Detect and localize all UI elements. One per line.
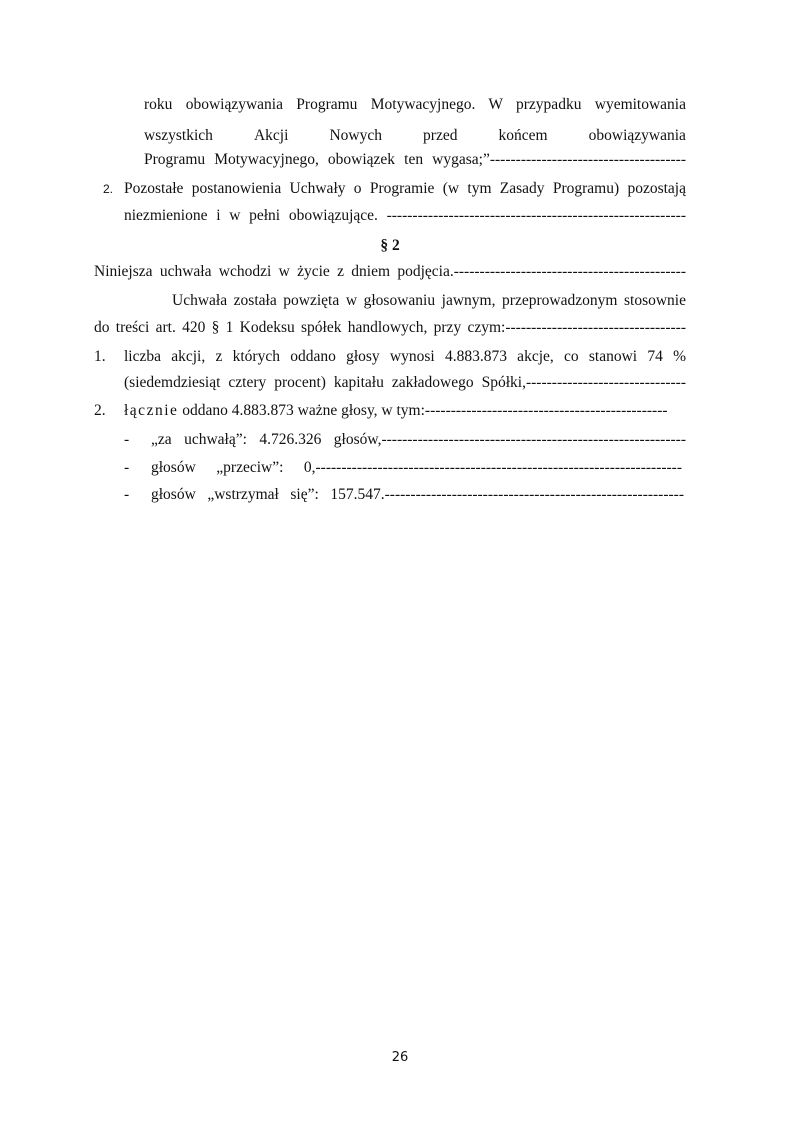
para1-line2-word: przed — [423, 127, 458, 144]
item2-number: 2. — [103, 182, 114, 196]
para1-line2-word: Nowych — [329, 127, 382, 144]
item2-line1: Pozostałe postanowienia Uchwały o Programie (w tym Zasady Programu) pozostają — [124, 180, 686, 197]
vote-intro-line1: Uchwała została powzięta w głosowaniu jawnym, przeprowadzonym stosownie — [172, 292, 686, 309]
para1-line2 — [144, 126, 686, 146]
para1-line2-word: wszystkich — [144, 127, 213, 144]
votes-item1-line1: liczba akcji, z których oddano głosy wynosi 4.883.873 akcje, co stanowi 74 % — [124, 348, 686, 365]
section-heading: § 2 — [380, 237, 400, 254]
para1-line3: Programu Motywacyjnego, obowiązek ten wygasa;”-------------------------------------- — [144, 151, 686, 168]
votes-item2-text: oddano 4.883.873 ważne głosy, w tym:----------------------------------------------- — [178, 402, 668, 419]
votes-item2-number: 2. — [94, 402, 106, 419]
vote-detail-bullet: - — [124, 459, 130, 476]
para1-line2-word: Akcji — [253, 127, 289, 144]
vote-detail-abstain: głosów „wstrzymał się”: 157.547.---------------------------------------------------------- — [151, 486, 684, 503]
vote-detail-against: głosów „przeciw”: 0,----------------------------------------------------------------------- — [151, 459, 682, 476]
vote-intro-line2: do treści art. 420 § 1 Kodeksu spółek handlowych, przy czym:----------------------------------- — [94, 319, 686, 336]
vote-detail-bullet: - — [124, 486, 130, 503]
votes-item2-prefix: łącznie — [124, 402, 179, 419]
vote-detail-for: „za uchwałą”: 4.726.326 głosów,----------------------------------------------------------- — [151, 431, 686, 448]
votes-item2-line — [124, 401, 686, 421]
vote-detail-bullet: - — [124, 431, 130, 448]
para1-line2-word: końcem — [498, 127, 548, 144]
para1-line1: roku obowiązywania Programu Motywacyjnego. W przypadku wyemitowania — [144, 96, 686, 113]
page-number: 26 — [391, 1050, 409, 1065]
votes-item1-line2: (siedemdziesiąt cztery procent) kapitału zakładowego Spółki,------------------------------- — [124, 374, 686, 391]
para1-line2-word: obowiązywania — [588, 127, 686, 144]
votes-item1-number: 1. — [94, 348, 106, 365]
item2-line2: niezmienione i w pełni obowiązujące. ---------------------------------------------------------- — [124, 207, 686, 224]
effective-clause: Niniejsza uchwała wchodzi w życie z dniem podjęcia.--------------------------------------------- — [94, 263, 686, 280]
